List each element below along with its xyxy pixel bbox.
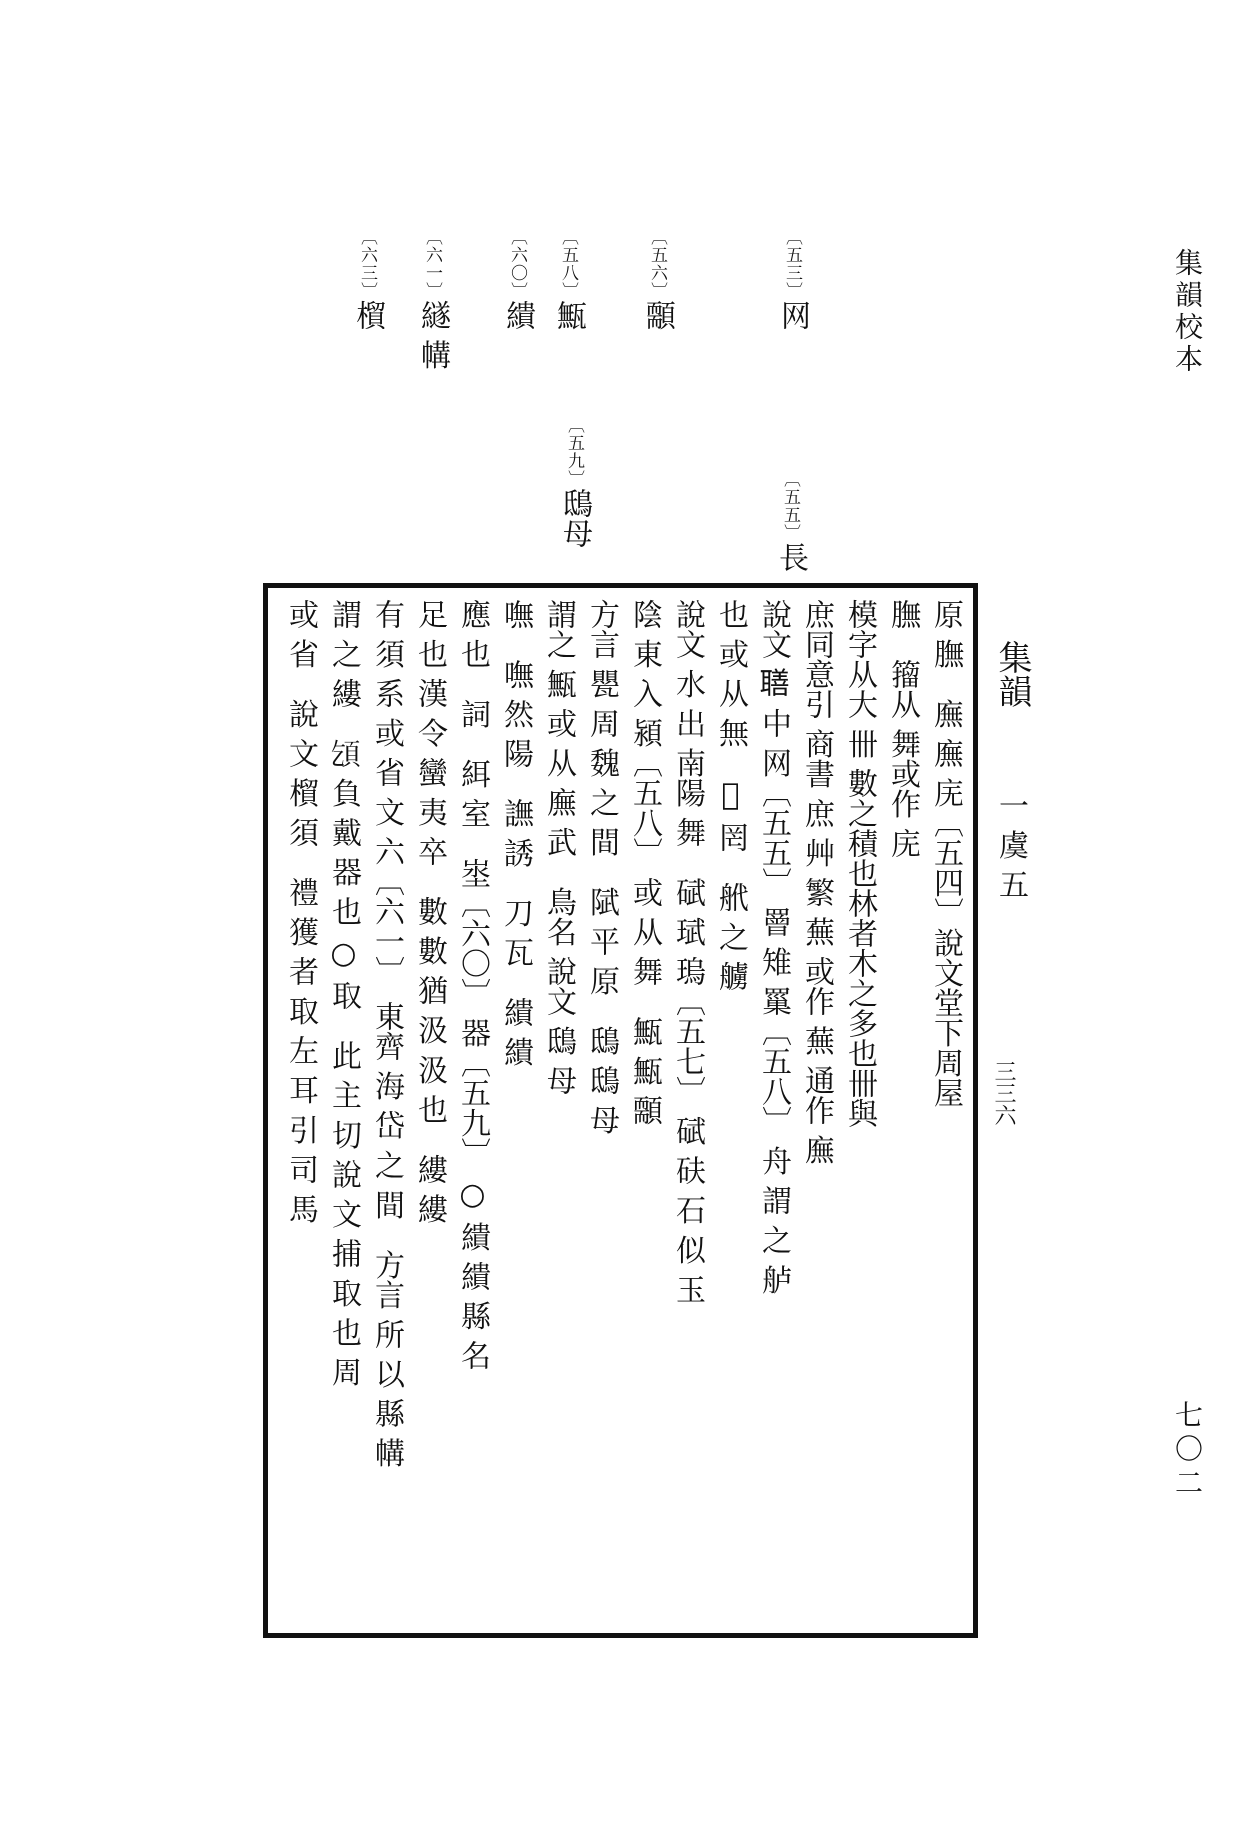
note-term: 网 [775, 300, 810, 330]
text-column: 庶同意引 商書 庶 艸 繁 蕪 或作 蕪 通作 廡 [799, 599, 834, 1165]
note-number: 〔六〇〕 [507, 228, 527, 300]
note-61 [410, 228, 454, 370]
note-number: 〔六一〕 [422, 228, 442, 300]
text-column: 謂之 甒 或 从 廡 武 鳥名 說文 鴟 母 [541, 599, 576, 1096]
note-60 [495, 228, 539, 330]
text-column: 也 或 从 無 𦊟 罔 𦨮 之 艣 [713, 599, 748, 992]
text-column: 說文 水 出 南陽 舞 碔 珷 瑦〔五七〕 碔 砆 石 似 玉 [670, 599, 705, 1304]
note-63 [345, 228, 389, 330]
note-term: 長 [773, 542, 808, 572]
text-column: 模字从大 卌 數之積也林者木之多也卌與 [842, 599, 877, 1129]
note-53 [770, 228, 814, 330]
text-column: 陰 東 入 潁〔五八〕 或 从 舞 甒 甒 䫱 [627, 599, 662, 1126]
text-column: 應 也 詞 䋙 室 埊〔六〇〕 器〔五九〕 ○ 繢 繢 縣 名 [455, 599, 490, 1371]
side-mark-title: 集韻 [992, 640, 1032, 708]
note-number: 〔五六〕 [647, 228, 667, 300]
text-column: 足 也 漢 令 蠻 夷 卒 數 數 猶 汲 汲 也 縷 縷 [412, 599, 447, 1224]
page-frame [263, 583, 978, 1638]
text-column: 膴 籀从 舞或作 庑 [885, 599, 920, 859]
note-number: 〔五五〕 [780, 470, 800, 542]
note-term: 䫱 [640, 300, 675, 330]
text-column: 嘸 嘸 然 陽 譕 誘 刀 瓦 繢 繢 [498, 599, 533, 1067]
side-mark-folio: 三三六 [991, 1060, 1016, 1126]
note-59 [552, 416, 596, 548]
side-mark-section: 一 虞 五 [993, 790, 1028, 900]
text-column: 說文 𦗢 中 网〔五五〕 罾 雉 罺〔五八〕 舟 謂 之 舻 [756, 599, 791, 1295]
text-column: 有 須 系 或 省 文 六〔六一〕 東齊 海 岱 之 間 方言 所 以 縣 㡚 [369, 599, 404, 1468]
text-column: 或 省 說 文 橮 須 禮 獲 者 取 左 耳 引 司 馬 [283, 599, 318, 1224]
note-number: 〔五九〕 [564, 416, 584, 488]
note-number: 〔五八〕 [558, 228, 578, 300]
note-56 [635, 228, 679, 330]
text-column: 原 膴 廡 廡 庑〔五四〕說文堂下周屋 [928, 599, 963, 1108]
note-55 [768, 470, 812, 572]
note-term: 繢 [500, 300, 535, 330]
note-term: 橮 [350, 300, 385, 330]
text-column: 謂 之 縷 𩑔 負 戴 器 也 ○ 取 此 主 切 說 文 捕 取 也 周 [326, 599, 361, 1387]
note-number: 〔五三〕 [782, 228, 802, 300]
note-term: 甒 [551, 300, 586, 330]
note-term: 繸 㡚 [415, 300, 450, 370]
text-column: 方言 甖 周 魏 之 間 陚 平 原 鴟 鴟 母 [584, 599, 619, 1135]
note-term: 鴟母 [557, 488, 592, 548]
page-header: 集韻校本 [1171, 248, 1204, 376]
page-number: 七〇二 [1171, 1400, 1204, 1502]
note-58 [546, 228, 590, 330]
note-number: 〔六三〕 [357, 228, 377, 300]
